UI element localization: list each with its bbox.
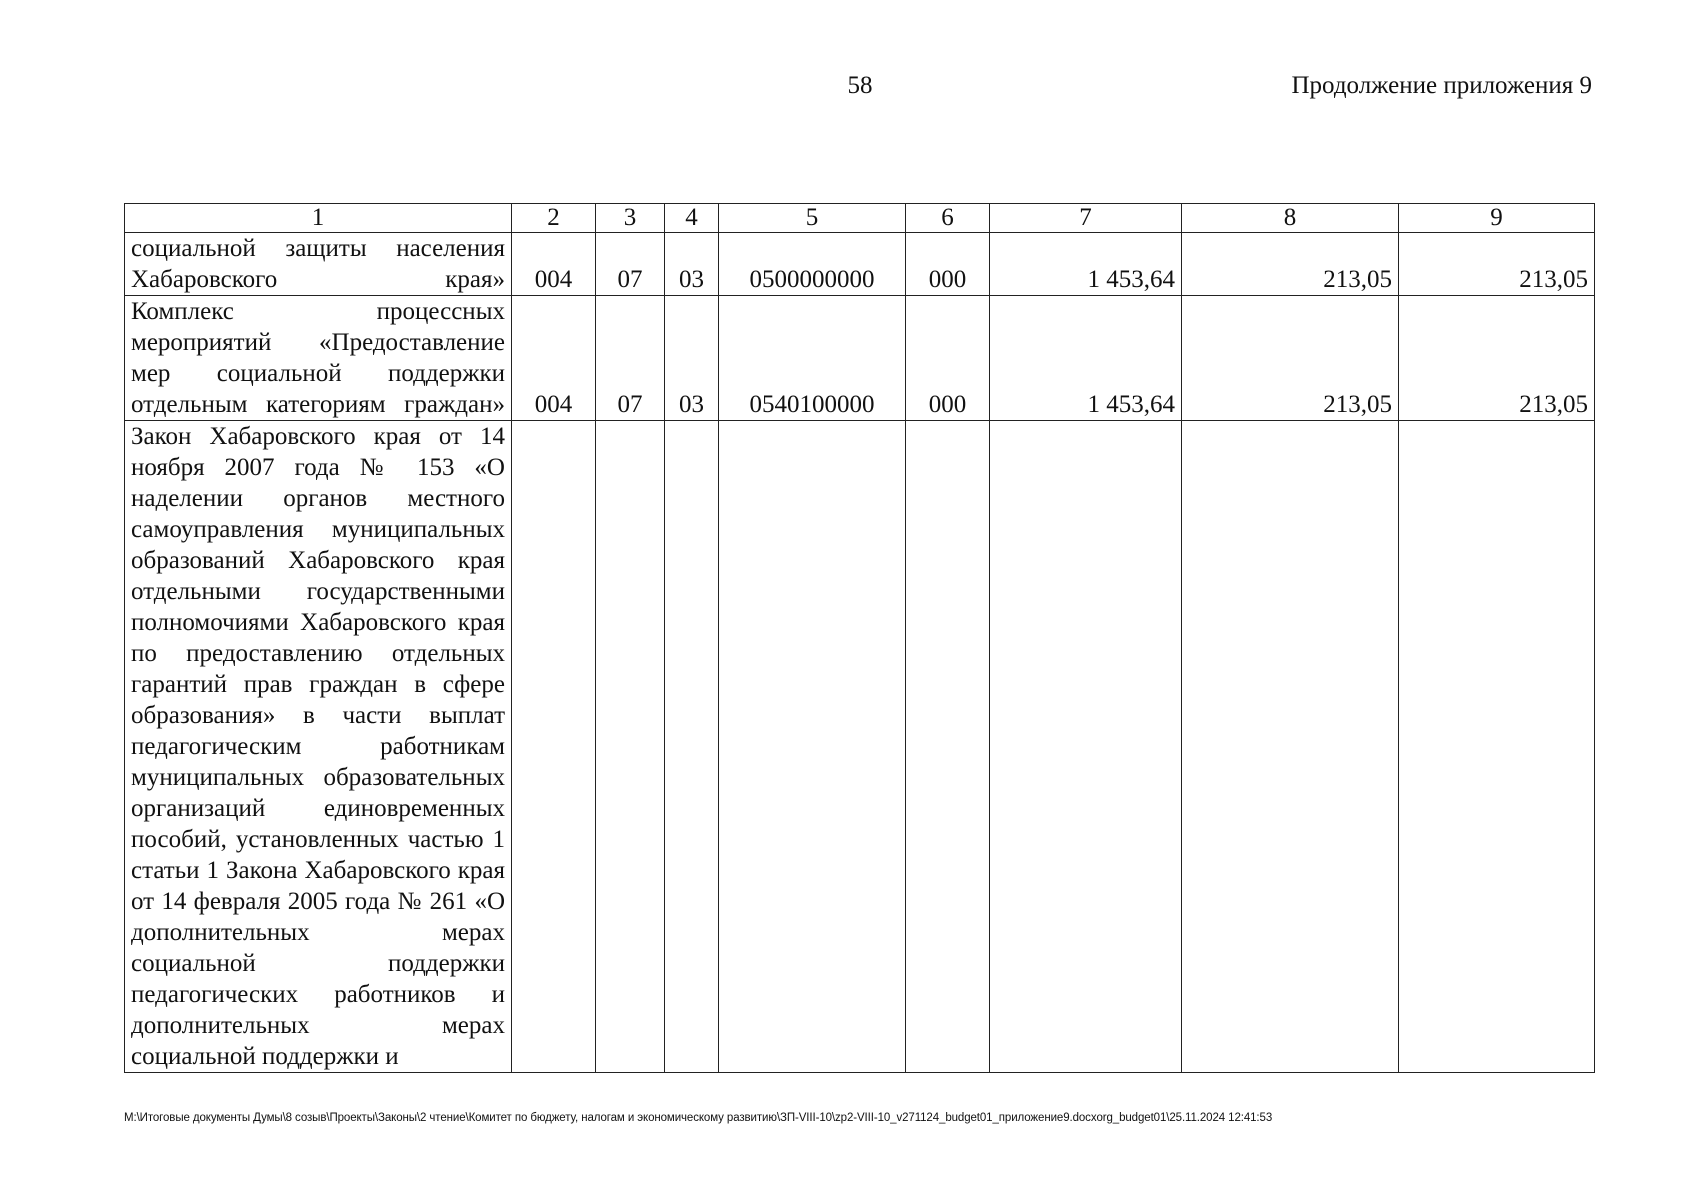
row-description: Комплекс процессных мероприятий «Предоставление мер социальной поддержки отдельным категориям граждан» — [125, 296, 512, 421]
page-number: 58 — [847, 72, 873, 99]
amount-col8: 213,05 — [1182, 296, 1399, 421]
document-file-path: M:\Итоговые документы Думы\8 созыв\Проекты\Законы\2 чтение\Комитет по бюджету, налогам и экономическому развитию\ЗП-VIII-10\zp2-VIII-10_v271124_budget01_приложение9.docxorg_budget01\25.11.2024 12:41:53 — [124, 1112, 1273, 1124]
table-row — [125, 233, 1595, 296]
target-article-code — [719, 421, 906, 1073]
budget-table — [124, 203, 1595, 1073]
ministry-code: 004 — [512, 233, 596, 296]
column-header: 1 — [125, 204, 512, 233]
subsection-code: 03 — [665, 296, 719, 421]
amount-col7 — [990, 421, 1182, 1073]
ministry-code — [512, 421, 596, 1073]
amount-col8 — [1182, 421, 1399, 1073]
row-description: социальной защиты населения Хабаровского края» — [125, 233, 512, 296]
subsection-code — [665, 421, 719, 1073]
amount-col8: 213,05 — [1182, 233, 1399, 296]
appendix-continuation-label: Продолжение приложения 9 — [1291, 72, 1592, 99]
table-row — [125, 296, 1595, 421]
column-header: 8 — [1182, 204, 1399, 233]
expense-type-code — [906, 421, 990, 1073]
column-header: 2 — [512, 204, 596, 233]
amount-col7: 1 453,64 — [990, 233, 1182, 296]
column-header: 9 — [1399, 204, 1595, 233]
section-code: 07 — [596, 233, 665, 296]
amount-col9 — [1399, 421, 1595, 1073]
amount-col9: 213,05 — [1399, 296, 1595, 421]
column-header: 4 — [665, 204, 719, 233]
amount-col9: 213,05 — [1399, 233, 1595, 296]
section-code: 07 — [596, 296, 665, 421]
subsection-code: 03 — [665, 233, 719, 296]
ministry-code: 004 — [512, 296, 596, 421]
column-header: 6 — [906, 204, 990, 233]
expense-type-code: 000 — [906, 233, 990, 296]
table-row — [125, 421, 1595, 1073]
column-number-row — [125, 204, 1595, 233]
expense-type-code: 000 — [906, 296, 990, 421]
section-code — [596, 421, 665, 1073]
row-description: Закон Хабаровского края от 14 ноября 2007 года № 153 «О наделении органов местного самоуправления муниципальных образований Хабаровского края отдельными государственными полномочиями Хабаровского края по предоставлению отдельных гарантий прав граждан в сфере образования» в части выплат педагогическим работникам муниципальных образовательных организаций единовременных пособий, установленных частью 1 статьи 1 Закона Хабаровского края от 14 февраля 2005 года № 261 «О дополнительных мерах социальной поддержки педагогических работников и дополнительных мерах социальной поддержки и — [125, 421, 512, 1073]
column-header: 5 — [719, 204, 906, 233]
column-header: 3 — [596, 204, 665, 233]
target-article-code: 0500000000 — [719, 233, 906, 296]
column-header: 7 — [990, 204, 1182, 233]
target-article-code: 0540100000 — [719, 296, 906, 421]
amount-col7: 1 453,64 — [990, 296, 1182, 421]
